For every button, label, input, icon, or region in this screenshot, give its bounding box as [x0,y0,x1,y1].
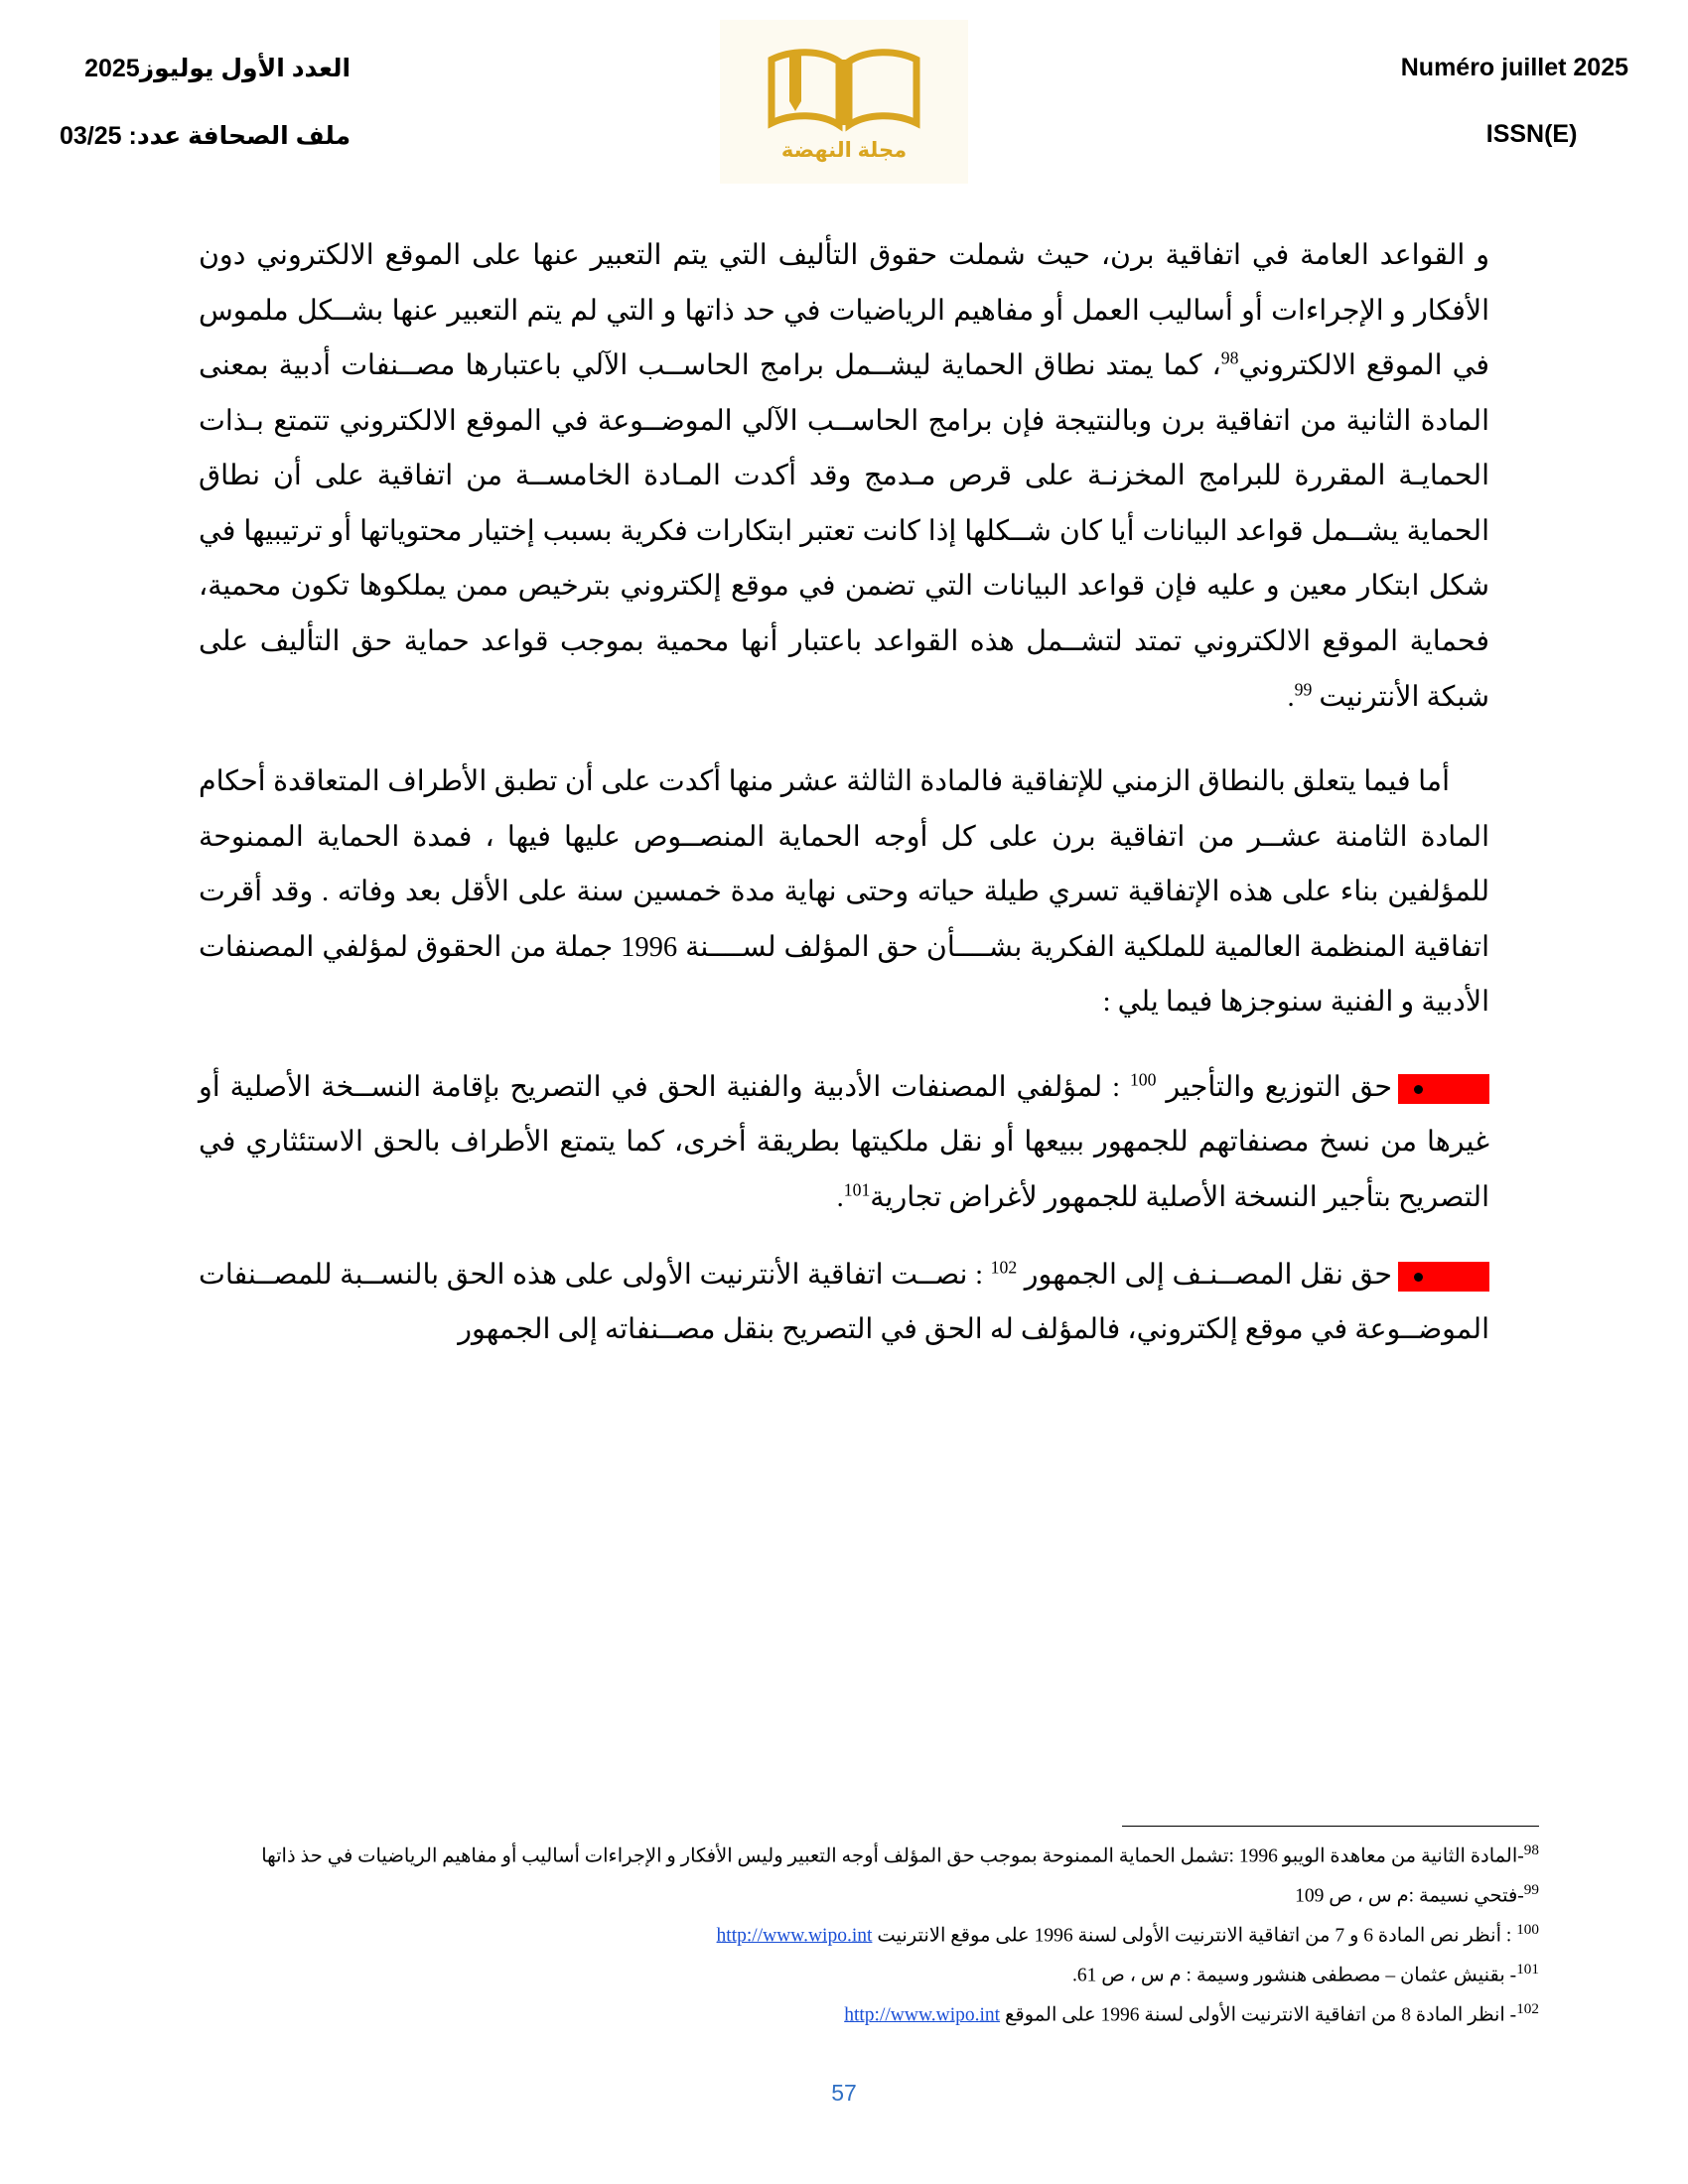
footnote-100-text: : أنظر نص المادة 6 و 7 من اتفاقية الانترنيت الأولى لسنة 1996 على موقع الانترنيت [872,1925,1517,1947]
document-body [0,228,1688,1358]
footnote-98-text: -المادة الثانية من معاهدة الويبو 1996 :تشمل الحماية الممنوحة بموجب حق المؤلف أوجه التعبير وليس الأفكار و الإجراءات أساليب أو مفاهيم الرياضيات في حذ ذاتها [261,1845,1524,1867]
header-right-block [60,38,559,151]
journal-logo [720,20,968,184]
footnote-102-number: 102 [1516,1999,1539,2017]
footnote-ref-98: 98 [1220,347,1239,368]
footnote-101 [149,1958,1539,1991]
footnote-102-text: - انظر المادة 8 من اتفاقية الانترنيت الأولى لسنة 1996 على الموقع [1000,2004,1517,2026]
wipo-link[interactable]: http://www.wipo.int [844,2004,1001,2026]
footnote-ref-99: 99 [1294,679,1313,699]
bullet-2-text: حق نقل المصــنـف إلى الجمهور [1017,1259,1393,1291]
footnote-101-text: - بقنيش عثمان – مصطفى هنشور وسيمة : م س ، ص 61. [1072,1965,1517,1986]
footnote-101-number: 101 [1516,1960,1539,1978]
red-bullet-marker [1398,1262,1489,1292]
header-issue-french: Numéro juillet 2025 [1400,54,1628,81]
header-issue-arabic: العدد الأول يوليوز2025 [84,55,352,82]
footnote-98-number: 98 [1523,1841,1539,1858]
footnote-99-number: 99 [1523,1880,1539,1898]
footnote-100-number: 100 [1516,1920,1539,1938]
page-header [0,0,1688,228]
footnote-98 [149,1839,1539,1872]
footnote-separator [1122,1826,1539,1827]
footnote-99-text: -فتحي نسيمة :م س ، ص 109 [1295,1885,1524,1907]
paragraph-1-text: و القواعد العامة في اتفاقية برن، حيث شملت حقوق التأليف التي يتم التعبير عنها على الموقع الالكتروني دون الأفكار و الإجراءات أو أساليب العمل أو مفاهيم الرياضيات في حد ذاتها و التي لم يتم التعبير عنها بشــكل ملموس في الموقع الالكتروني [199,240,1490,382]
header-press-file: ملف الصحافة عدد: 03/25 [60,122,352,150]
paragraph-1-continued: ، كما يمتد نطاق الحماية ليشــمل برامج الحاســب الآلي باعتبارها مصــنفات أدبية بمعنى المادة الثانية من اتفاقية برن وبالنتيجة فإن برامج الحاســب الآلي الموضــوعة في الموقع الالكتروني تتمتع بـذات الحمايـة المقررة للبرامج المخزنـة على قرص مـدمج وقد أكدت المـادة الخامســة من اتفاقية على أن نطاق الحماية يشــمل قواعد البيانات أيا كان شــكلها إذا كانت تعتبر ابتكارات فكرية بسبب إختيار محتوياتها أو ترتيبيها في شكل ابتكار معين و عليه فإن قواعد البيانات التي تضمن في موقع إلكتروني بترخيص ممن يملكوها تكون محمية، فحماية الموقع الالكتروني تمتد لتشــمل هذه القواعد باعتبار أنها محمية بموجب قواعد حماية حق التأليف على شبكة الأنترنيت [199,350,1489,713]
bullet-2-text-cont: : نصــت اتفاقية الأنترنيت الأولى على هذه الحق بالنســبة للمصــنفات الموضــوعة في موقع إلكتروني، فالمؤلف له الحق في التصريح بنقل مصــنفاته إلى الجمهور [199,1259,1489,1346]
list-item [199,1248,1489,1358]
header-issn: ISSN(E) [1485,120,1578,148]
footnote-ref-101: 101 [843,1179,871,1200]
page-number: 57 [831,2080,857,2106]
footnote-ref-100: 100 [1129,1069,1157,1090]
paragraph-1 [199,228,1489,725]
bullet-1-tail: . [836,1182,844,1213]
footnote-ref-102: 102 [990,1257,1018,1278]
footnote-102 [149,1997,1539,2031]
paragraph-1-end: . [1287,681,1295,713]
list-item [199,1060,1489,1226]
footnote-100 [149,1918,1539,1952]
paragraph-2: أما فيما يتعلق بالنطاق الزمني للإتفاقية فالمادة الثالثة عشر منها أكدت على أن تطبق الأطراف المتعاقدة أحكام المادة الثامنة عشــر من اتفاقية برن على كل أوجه الحماية المنصــوص عليها فيها ، فمدة الحماية الممنوحة للمؤلفين بناء على هذه الإتفاقية تسري طيلة حياته وحتى نهاية مدة خمسين سنة على الأقل بعد وفاته . وقد أقرت اتفاقية المنظمة العالمية للملكية الفكرية بشــــأن حق المؤلف لســــنة 1996 جملة من الحقوق لمؤلفي المصنفات الأدبية و الفنية سنوجزها فيما يلي : [199,766,1489,1019]
header-left-block [1173,38,1628,149]
bullet-1-text-cont: : لمؤلفي المصنفات الأدبية والفنية الحق في التصريح بإقامة النســخة الأصلية أو غيرها من نسخ مصنفاتهم للجمهور ببيعها أو نقل ملكيتها بطريقة أخرى، كما يتمتع الأطراف بالحق الاستئثاري في التصريح بتأجير النسخة الأصلية للجمهور لأغراض تجارية [199,1071,1489,1213]
footnotes-section [149,1826,1539,2037]
red-bullet-marker [1398,1074,1489,1104]
open-book-icon [760,42,928,136]
footnote-99 [149,1878,1539,1912]
logo-caption: مجلة النهضة [780,138,908,162]
bullet-1-text: حق التوزيع والتأجير [1156,1071,1392,1103]
wipo-link[interactable]: http://www.wipo.int [716,1925,873,1947]
